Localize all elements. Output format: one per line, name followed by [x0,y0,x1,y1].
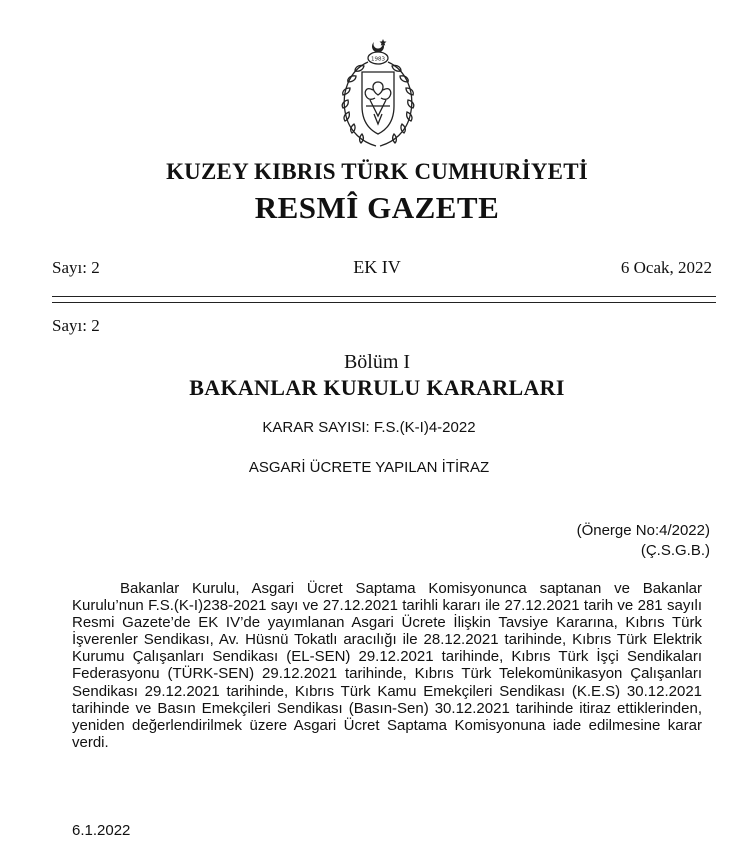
part-heading: Bölüm I [343,351,411,373]
proposal-number: (Önerge No:4/2022) [576,522,710,539]
decision-number: KARAR SAYISI: F.S.(K-I)4-2022 [262,419,476,436]
decision-body: Bakanlar Kurulu, Asgari Ücret Saptama Komisyonunca saptanan ve Bakanlar Kurulu’nun F.S.(K-I)238-2021 sayı ve 27.12.2021 tarihli kararı ile 27.12.2021 tarih ve 281 sayılı Resmi Gazete’de EK IV’de yayımlanan Asgari Ücrete İlişkin Tavsiye Kararına, Kıbrıs Türk İşverenler Sendikası, Av. Hüsnü Tokatlı aracılığı ile 28.12.2021 tarihinde, Kıbrıs Türk Elektrik Kurumu Çalışanları Sendikası (EL-SEN) 29.12.2021 tarihinde, Kıbrıs Türk İşçi Sendikaları Federasyonu (TÜRK-SEN) 29.12.2021 tarihinde, Kıbrıs Türk Telekomünikasyon Çalışanları Sendikası 29.12.2021 tarihinde, Kıbrıs Türk Kamu Emekçileri Sendikası (K.E.S) 30.12.2021 tarihinde ve Basın Emekçileri Sendikası (Basın-Sen) 30.12.2021 tarihinde itiraz ettiklerinden, yeniden değerlendirilmek üzere Asgari Ücret Saptama Komisyonuna iade edilmesine karar verdi. [72,580,702,751]
annex-label: EK IV [353,257,401,277]
decision-subject: ASGARİ ÜCRETE YAPILAN İTİRAZ [248,459,490,476]
header-rule-top [52,296,716,297]
state-emblem [328,36,428,154]
document-issue: Sayı: 2 [52,316,100,335]
svg-text:1983: 1983 [371,56,385,63]
signed-date: 6.1.2022 [72,822,131,839]
issue-number: Sayı: 2 [52,258,100,277]
ministry-code: (Ç.S.G.B.) [640,542,710,559]
header-rule-bottom [52,302,716,303]
country-title: KUZEY KIBRIS TÜRK CUMHURİYETİ [166,159,588,184]
publication-title: RESMÎ GAZETE [254,190,500,225]
issue-date: 6 Ocak, 2022 [620,258,712,277]
proposal-block [577,521,710,561]
part-title: BAKANLAR KURULU KARARLARI [189,375,565,400]
